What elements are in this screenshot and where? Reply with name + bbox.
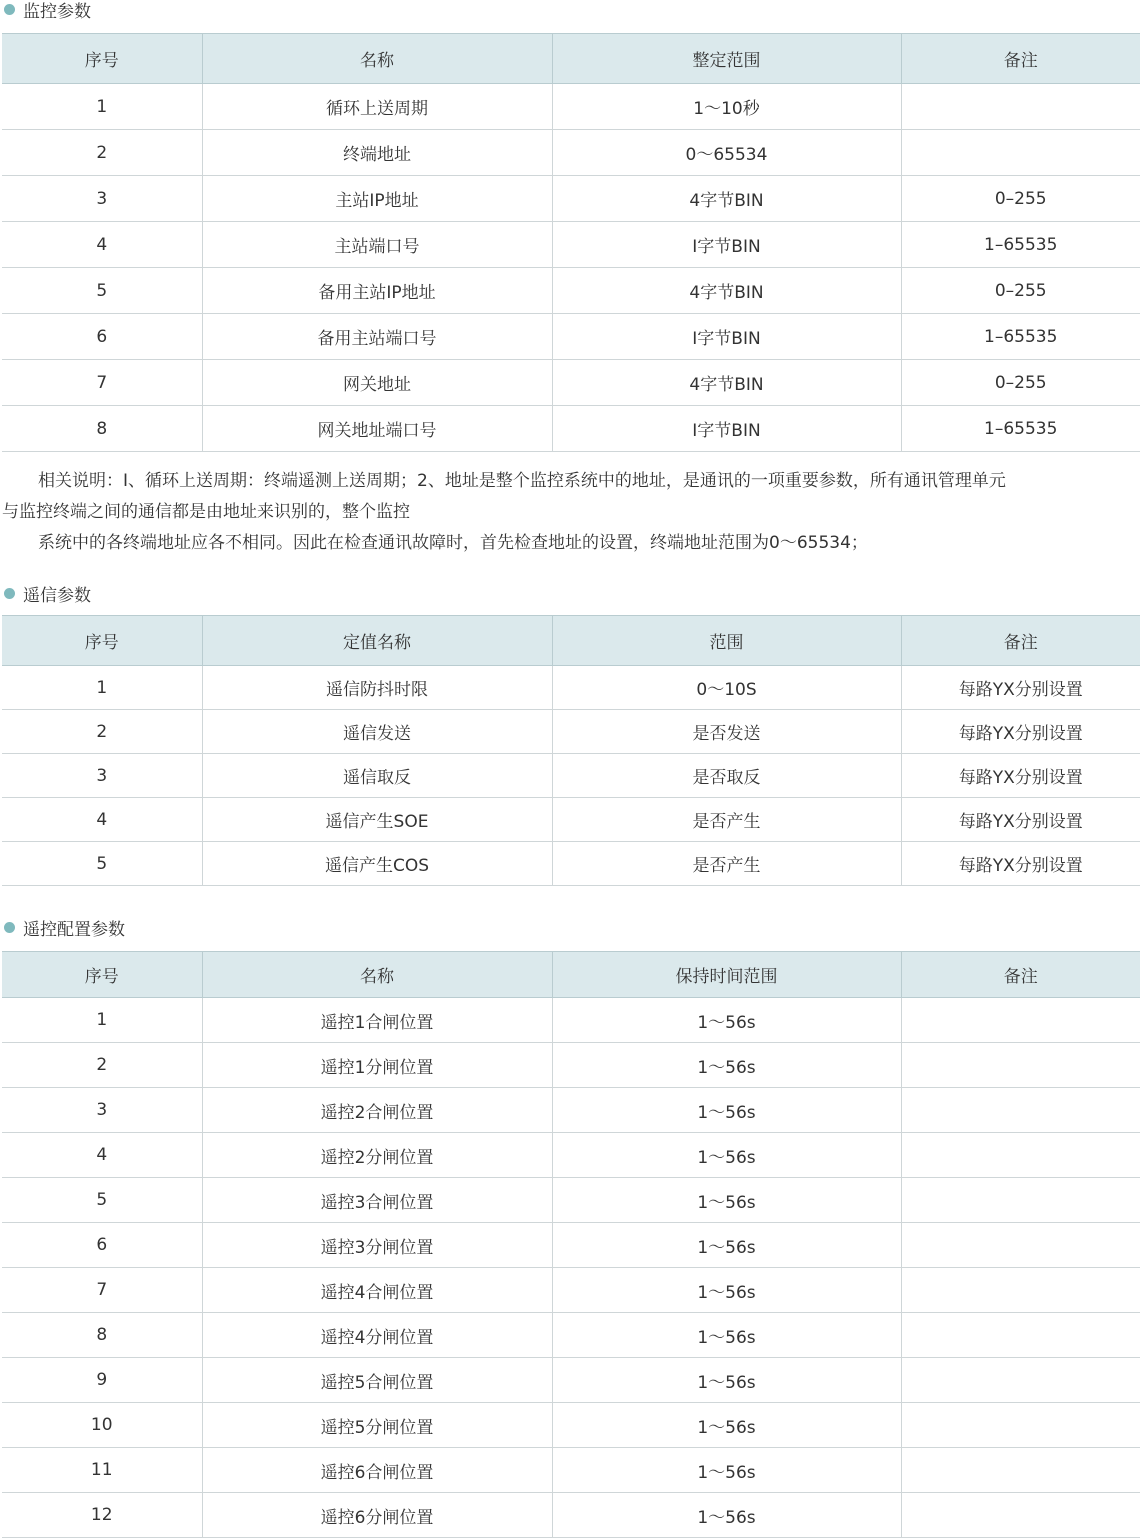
column-header: 备注	[901, 34, 1140, 84]
table-cell: 是否产生	[552, 798, 901, 842]
table-cell: 4字节BIN	[552, 176, 901, 222]
table-cell: 1	[2, 998, 202, 1043]
remote-control-params-table	[2, 951, 1140, 1538]
table-cell: 0–255	[901, 360, 1140, 406]
table-row	[2, 406, 1140, 452]
table-cell: 遥控5分闸位置	[202, 1403, 552, 1448]
notes-block	[2, 466, 1140, 559]
table-row	[2, 268, 1140, 314]
table-cell: 4	[2, 1133, 202, 1178]
table-cell: 遥信取反	[202, 754, 552, 798]
table-cell: 4	[2, 798, 202, 842]
table-cell: 是否产生	[552, 842, 901, 886]
table-cell: 9	[2, 1358, 202, 1403]
table-cell: 1～56s	[552, 1178, 901, 1223]
table-cell: 5	[2, 268, 202, 314]
table-row	[2, 1313, 1140, 1358]
table-row	[2, 1223, 1140, 1268]
table-cell	[901, 1313, 1140, 1358]
table-cell: 每路YX分别设置	[901, 710, 1140, 754]
table-cell: 遥控3合闸位置	[202, 1178, 552, 1223]
table-cell: 每路YX分别设置	[901, 798, 1140, 842]
table-cell	[901, 1448, 1140, 1493]
table-cell: 循环上送周期	[202, 84, 552, 130]
table-cell: 6	[2, 1223, 202, 1268]
table-cell	[901, 1403, 1140, 1448]
table-row	[2, 1448, 1140, 1493]
table-cell: 遥控6合闸位置	[202, 1448, 552, 1493]
table-row	[2, 754, 1140, 798]
table-cell	[901, 1268, 1140, 1313]
table-cell: 5	[2, 842, 202, 886]
table-cell: 1～56s	[552, 1088, 901, 1133]
column-header: 序号	[2, 34, 202, 84]
column-header: 序号	[2, 616, 202, 666]
bullet-icon	[4, 922, 15, 933]
table-header-row	[2, 952, 1140, 998]
table-cell: 主站IP地址	[202, 176, 552, 222]
column-header: 定值名称	[202, 616, 552, 666]
table-cell: 1–65535	[901, 314, 1140, 360]
table-row	[2, 176, 1140, 222]
table-cell: 每路YX分别设置	[901, 666, 1140, 710]
table-cell: 11	[2, 1448, 202, 1493]
table-cell: 8	[2, 406, 202, 452]
table-cell: 1～10秒	[552, 84, 901, 130]
table-row	[2, 84, 1140, 130]
table-cell: I字节BIN	[552, 406, 901, 452]
section-title-monitor	[4, 0, 91, 20]
table-cell: 10	[2, 1403, 202, 1448]
table-cell: 3	[2, 1088, 202, 1133]
column-header: 备注	[901, 616, 1140, 666]
table-cell: 2	[2, 710, 202, 754]
table-cell: 每路YX分别设置	[901, 754, 1140, 798]
table-cell: 是否取反	[552, 754, 901, 798]
table-cell: 4	[2, 222, 202, 268]
table-cell: 遥控2分闸位置	[202, 1133, 552, 1178]
table-cell: 0–255	[901, 268, 1140, 314]
table-row	[2, 1088, 1140, 1133]
bullet-icon	[4, 4, 15, 15]
table-cell	[901, 84, 1140, 130]
table-cell: 终端地址	[202, 130, 552, 176]
table-cell: 遥控4合闸位置	[202, 1268, 552, 1313]
table-header-row	[2, 34, 1140, 84]
table-cell: 遥信发送	[202, 710, 552, 754]
table-cell	[901, 1358, 1140, 1403]
table-cell: 1–65535	[901, 406, 1140, 452]
table-cell: 遥信防抖时限	[202, 666, 552, 710]
notes-line-1: 相关说明：I、循环上送周期：终端遥测上送周期；2、地址是整个监控系统中的地址，是通讯的一项重要参数，所有通讯管理单元	[38, 471, 1006, 491]
table-cell: 网关地址端口号	[202, 406, 552, 452]
section-title-remote-control	[4, 916, 125, 938]
table-row	[2, 666, 1140, 710]
table-cell: 主站端口号	[202, 222, 552, 268]
table-cell: 遥控1分闸位置	[202, 1043, 552, 1088]
table-row	[2, 798, 1140, 842]
table-cell: 4字节BIN	[552, 268, 901, 314]
table-cell: 遥信产生SOE	[202, 798, 552, 842]
table-cell: 1～56s	[552, 998, 901, 1043]
table-cell: 4字节BIN	[552, 360, 901, 406]
notes-line-2: 与监控终端之间的通信都是由地址来识别的，整个监控	[2, 502, 410, 522]
table-cell: 备用主站端口号	[202, 314, 552, 360]
column-header: 备注	[901, 952, 1140, 998]
table-cell: 5	[2, 1178, 202, 1223]
notes-line-3: 系统中的各终端地址应各不相同。因此在检查通讯故障时，首先检查地址的设置，终端地址范围为0～65534；	[38, 533, 868, 553]
table-cell: 1～56s	[552, 1403, 901, 1448]
table-cell: 备用主站IP地址	[202, 268, 552, 314]
column-header: 整定范围	[552, 34, 901, 84]
table-cell	[901, 1223, 1140, 1268]
table-cell: 1～56s	[552, 1043, 901, 1088]
table-row	[2, 842, 1140, 886]
table-cell	[901, 1178, 1140, 1223]
column-header: 范围	[552, 616, 901, 666]
table-cell: 1～56s	[552, 1133, 901, 1178]
table-row	[2, 222, 1140, 268]
remote-signal-params-table	[2, 615, 1140, 886]
table-cell: 1	[2, 84, 202, 130]
section-title-text: 遥信参数	[23, 585, 91, 606]
table-cell	[901, 1133, 1140, 1178]
table-row	[2, 1493, 1140, 1538]
table-row	[2, 1358, 1140, 1403]
table-cell: 1～56s	[552, 1268, 901, 1313]
table-cell: 遥控4分闸位置	[202, 1313, 552, 1358]
section-title-text: 遥控配置参数	[23, 919, 125, 940]
table-cell	[901, 130, 1140, 176]
table-cell: 1～56s	[552, 1313, 901, 1358]
table-row	[2, 314, 1140, 360]
column-header: 保持时间范围	[552, 952, 901, 998]
table-row	[2, 130, 1140, 176]
column-header: 名称	[202, 952, 552, 998]
table-row	[2, 998, 1140, 1043]
table-cell: 8	[2, 1313, 202, 1358]
table-cell: 每路YX分别设置	[901, 842, 1140, 886]
table-row	[2, 1133, 1140, 1178]
table-cell: I字节BIN	[552, 222, 901, 268]
table-cell: 是否发送	[552, 710, 901, 754]
table-cell: 网关地址	[202, 360, 552, 406]
table-cell: 1～56s	[552, 1493, 901, 1538]
table-cell: 1～56s	[552, 1448, 901, 1493]
table-cell	[901, 1088, 1140, 1133]
section-title-text: 监控参数	[23, 1, 91, 22]
table-row	[2, 1178, 1140, 1223]
table-cell	[901, 998, 1140, 1043]
table-row	[2, 1043, 1140, 1088]
table-cell: 0～10S	[552, 666, 901, 710]
table-row	[2, 710, 1140, 754]
table-header-row	[2, 616, 1140, 666]
table-cell: 12	[2, 1493, 202, 1538]
table-cell: 遥信产生COS	[202, 842, 552, 886]
table-cell	[901, 1043, 1140, 1088]
table-cell: 1～56s	[552, 1223, 901, 1268]
bullet-icon	[4, 588, 15, 599]
table-cell: 6	[2, 314, 202, 360]
table-cell: 遥控5合闸位置	[202, 1358, 552, 1403]
table-cell: 遥控1合闸位置	[202, 998, 552, 1043]
column-header: 序号	[2, 952, 202, 998]
table-cell: 3	[2, 754, 202, 798]
table-row	[2, 1403, 1140, 1448]
monitor-params-table	[2, 33, 1140, 452]
table-cell	[901, 1493, 1140, 1538]
table-cell: 0～65534	[552, 130, 901, 176]
table-cell: 2	[2, 130, 202, 176]
table-cell: 遥控6分闸位置	[202, 1493, 552, 1538]
table-cell: 遥控3分闸位置	[202, 1223, 552, 1268]
table-cell: 2	[2, 1043, 202, 1088]
table-cell: I字节BIN	[552, 314, 901, 360]
table-cell: 1	[2, 666, 202, 710]
table-cell: 3	[2, 176, 202, 222]
table-cell: 0–255	[901, 176, 1140, 222]
section-title-remote-signal	[4, 582, 91, 604]
table-cell: 1–65535	[901, 222, 1140, 268]
table-cell: 7	[2, 1268, 202, 1313]
table-cell: 7	[2, 360, 202, 406]
table-row	[2, 360, 1140, 406]
column-header: 名称	[202, 34, 552, 84]
table-row	[2, 1268, 1140, 1313]
table-cell: 遥控2合闸位置	[202, 1088, 552, 1133]
table-cell: 1～56s	[552, 1358, 901, 1403]
